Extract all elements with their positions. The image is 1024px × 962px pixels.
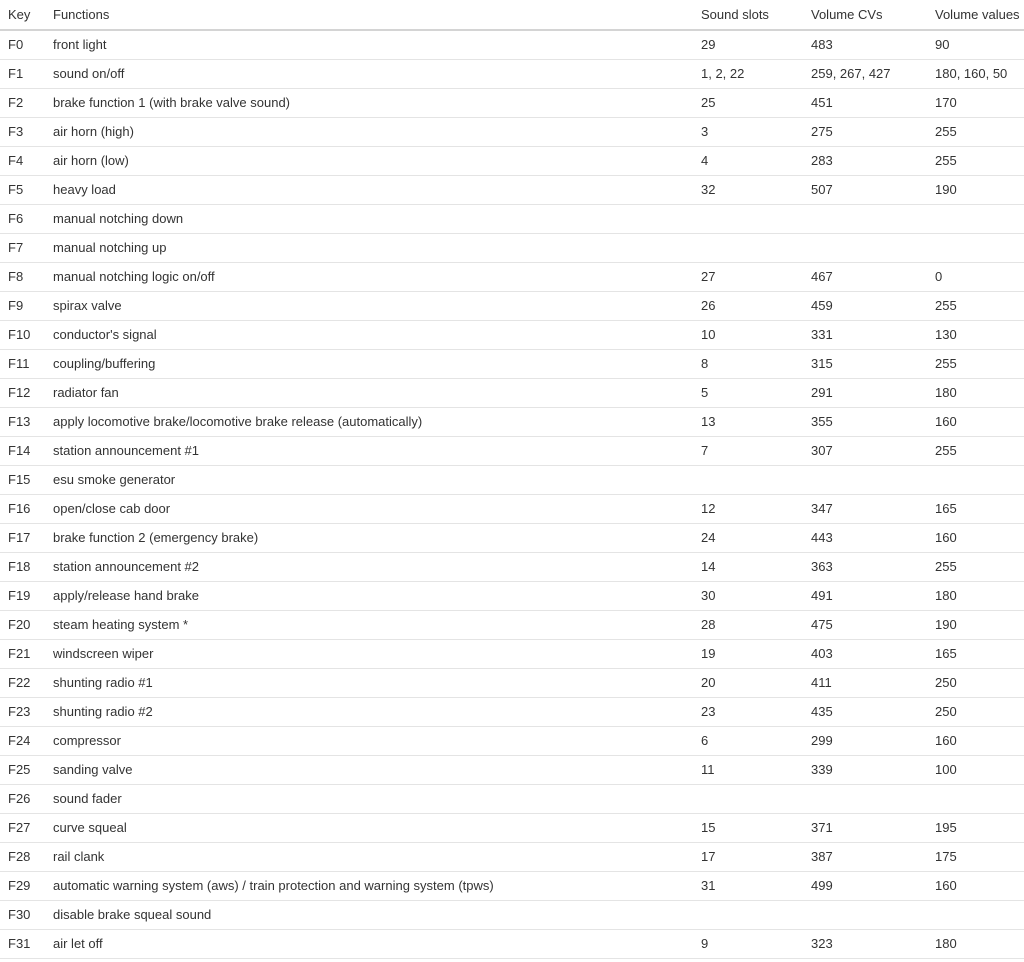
cell-function: curve squeal xyxy=(53,813,701,842)
cell-function: sound fader xyxy=(53,784,701,813)
cell-key: F24 xyxy=(0,726,53,755)
header-volume-cvs: Volume CVs xyxy=(811,0,935,30)
cell-sound-slots: 8 xyxy=(701,349,811,378)
cell-key: F3 xyxy=(0,117,53,146)
cell-volume-cvs: 347 xyxy=(811,494,935,523)
cell-sound-slots: 3 xyxy=(701,117,811,146)
table-row xyxy=(0,233,1024,262)
cell-volume-values: 255 xyxy=(935,117,1024,146)
cell-volume-values: 180, 160, 50 xyxy=(935,59,1024,88)
cell-function: rail clank xyxy=(53,842,701,871)
table-row xyxy=(0,552,1024,581)
cell-function: disable brake squeal sound xyxy=(53,900,701,929)
cell-volume-cvs: 467 xyxy=(811,262,935,291)
cell-sound-slots: 23 xyxy=(701,697,811,726)
cell-function: manual notching up xyxy=(53,233,701,262)
cell-key: F12 xyxy=(0,378,53,407)
table-row xyxy=(0,407,1024,436)
cell-key: F10 xyxy=(0,320,53,349)
cell-volume-cvs: 363 xyxy=(811,552,935,581)
cell-function: manual notching logic on/off xyxy=(53,262,701,291)
cell-volume-cvs: 451 xyxy=(811,88,935,117)
cell-function: compressor xyxy=(53,726,701,755)
cell-volume-values: 190 xyxy=(935,175,1024,204)
table-row xyxy=(0,639,1024,668)
table-header xyxy=(0,0,1024,30)
cell-key: F14 xyxy=(0,436,53,465)
cell-volume-cvs: 387 xyxy=(811,842,935,871)
cell-sound-slots: 32 xyxy=(701,175,811,204)
table-row xyxy=(0,842,1024,871)
header-volume-values: Volume values xyxy=(935,0,1024,30)
cell-volume-values xyxy=(935,465,1024,494)
cell-sound-slots: 17 xyxy=(701,842,811,871)
table-row xyxy=(0,175,1024,204)
cell-key: F22 xyxy=(0,668,53,697)
table-row xyxy=(0,755,1024,784)
cell-volume-values: 160 xyxy=(935,407,1024,436)
cell-volume-values: 195 xyxy=(935,813,1024,842)
cell-sound-slots: 7 xyxy=(701,436,811,465)
cell-key: F21 xyxy=(0,639,53,668)
cell-volume-values: 255 xyxy=(935,146,1024,175)
cell-sound-slots: 26 xyxy=(701,291,811,320)
cell-volume-values: 255 xyxy=(935,552,1024,581)
cell-volume-values xyxy=(935,784,1024,813)
cell-volume-values xyxy=(935,233,1024,262)
table-row xyxy=(0,813,1024,842)
cell-key: F30 xyxy=(0,900,53,929)
cell-key: F4 xyxy=(0,146,53,175)
cell-sound-slots xyxy=(701,900,811,929)
cell-key: F1 xyxy=(0,59,53,88)
header-sound-slots: Sound slots xyxy=(701,0,811,30)
cell-volume-cvs: 283 xyxy=(811,146,935,175)
cell-sound-slots xyxy=(701,233,811,262)
table-body xyxy=(0,30,1024,958)
table-row xyxy=(0,929,1024,958)
cell-sound-slots: 4 xyxy=(701,146,811,175)
cell-volume-values: 160 xyxy=(935,523,1024,552)
cell-function: conductor's signal xyxy=(53,320,701,349)
cell-sound-slots: 13 xyxy=(701,407,811,436)
cell-key: F5 xyxy=(0,175,53,204)
table-row xyxy=(0,784,1024,813)
cell-volume-values: 175 xyxy=(935,842,1024,871)
cell-volume-cvs: 371 xyxy=(811,813,935,842)
cell-sound-slots xyxy=(701,465,811,494)
table-row xyxy=(0,610,1024,639)
cell-sound-slots: 9 xyxy=(701,929,811,958)
cell-volume-values: 160 xyxy=(935,871,1024,900)
cell-function: air horn (high) xyxy=(53,117,701,146)
cell-key: F26 xyxy=(0,784,53,813)
cell-function: front light xyxy=(53,30,701,59)
cell-function: heavy load xyxy=(53,175,701,204)
cell-volume-cvs xyxy=(811,900,935,929)
table-row xyxy=(0,900,1024,929)
table-row xyxy=(0,59,1024,88)
cell-function: sound on/off xyxy=(53,59,701,88)
header-key: Key xyxy=(0,0,53,30)
cell-key: F9 xyxy=(0,291,53,320)
cell-key: F6 xyxy=(0,204,53,233)
table-row xyxy=(0,204,1024,233)
cell-function: esu smoke generator xyxy=(53,465,701,494)
table-row xyxy=(0,320,1024,349)
cell-sound-slots: 20 xyxy=(701,668,811,697)
cell-volume-values: 255 xyxy=(935,436,1024,465)
cell-volume-cvs: 491 xyxy=(811,581,935,610)
cell-volume-cvs: 459 xyxy=(811,291,935,320)
table-row xyxy=(0,581,1024,610)
cell-sound-slots: 24 xyxy=(701,523,811,552)
cell-volume-values: 165 xyxy=(935,639,1024,668)
cell-volume-cvs: 507 xyxy=(811,175,935,204)
cell-key: F27 xyxy=(0,813,53,842)
cell-volume-values: 180 xyxy=(935,581,1024,610)
table-row xyxy=(0,726,1024,755)
cell-volume-values: 130 xyxy=(935,320,1024,349)
table-row xyxy=(0,291,1024,320)
cell-volume-values: 250 xyxy=(935,668,1024,697)
cell-sound-slots: 11 xyxy=(701,755,811,784)
cell-sound-slots: 6 xyxy=(701,726,811,755)
table-row xyxy=(0,30,1024,59)
cell-function: automatic warning system (aws) / train protection and warning system (tpws) xyxy=(53,871,701,900)
cell-volume-cvs: 307 xyxy=(811,436,935,465)
cell-sound-slots: 28 xyxy=(701,610,811,639)
cell-key: F17 xyxy=(0,523,53,552)
cell-sound-slots: 15 xyxy=(701,813,811,842)
cell-volume-cvs: 435 xyxy=(811,697,935,726)
cell-function: sanding valve xyxy=(53,755,701,784)
cell-key: F16 xyxy=(0,494,53,523)
cell-volume-values: 100 xyxy=(935,755,1024,784)
cell-sound-slots: 25 xyxy=(701,88,811,117)
cell-function: open/close cab door xyxy=(53,494,701,523)
cell-key: F8 xyxy=(0,262,53,291)
cell-function: radiator fan xyxy=(53,378,701,407)
cell-function: air let off xyxy=(53,929,701,958)
cell-volume-values: 190 xyxy=(935,610,1024,639)
cell-volume-cvs: 315 xyxy=(811,349,935,378)
cell-volume-values: 255 xyxy=(935,349,1024,378)
cell-key: F23 xyxy=(0,697,53,726)
cell-function: manual notching down xyxy=(53,204,701,233)
cell-function: windscreen wiper xyxy=(53,639,701,668)
cell-key: F15 xyxy=(0,465,53,494)
cell-volume-values: 165 xyxy=(935,494,1024,523)
cell-volume-values xyxy=(935,900,1024,929)
cell-volume-cvs: 355 xyxy=(811,407,935,436)
cell-function: air horn (low) xyxy=(53,146,701,175)
cell-volume-cvs: 499 xyxy=(811,871,935,900)
cell-sound-slots: 14 xyxy=(701,552,811,581)
table-row xyxy=(0,465,1024,494)
cell-sound-slots: 19 xyxy=(701,639,811,668)
cell-key: F29 xyxy=(0,871,53,900)
cell-volume-values xyxy=(935,204,1024,233)
cell-function: brake function 1 (with brake valve sound) xyxy=(53,88,701,117)
cell-volume-cvs: 291 xyxy=(811,378,935,407)
cell-volume-values: 180 xyxy=(935,929,1024,958)
cell-key: F25 xyxy=(0,755,53,784)
cell-sound-slots: 12 xyxy=(701,494,811,523)
cell-volume-cvs: 299 xyxy=(811,726,935,755)
cell-function: station announcement #2 xyxy=(53,552,701,581)
cell-sound-slots: 27 xyxy=(701,262,811,291)
cell-volume-values: 250 xyxy=(935,697,1024,726)
cell-volume-cvs xyxy=(811,784,935,813)
cell-volume-values: 170 xyxy=(935,88,1024,117)
header-row xyxy=(0,0,1024,30)
cell-volume-cvs xyxy=(811,233,935,262)
table-row xyxy=(0,871,1024,900)
cell-sound-slots: 30 xyxy=(701,581,811,610)
table-row xyxy=(0,697,1024,726)
table-row xyxy=(0,146,1024,175)
cell-function: coupling/buffering xyxy=(53,349,701,378)
header-functions: Functions xyxy=(53,0,701,30)
cell-sound-slots xyxy=(701,204,811,233)
cell-volume-cvs xyxy=(811,204,935,233)
cell-function: steam heating system * xyxy=(53,610,701,639)
cell-volume-cvs: 275 xyxy=(811,117,935,146)
cell-volume-cvs: 403 xyxy=(811,639,935,668)
cell-key: F20 xyxy=(0,610,53,639)
table-row xyxy=(0,262,1024,291)
cell-volume-values: 180 xyxy=(935,378,1024,407)
cell-sound-slots: 1, 2, 22 xyxy=(701,59,811,88)
cell-key: F2 xyxy=(0,88,53,117)
cell-function: shunting radio #2 xyxy=(53,697,701,726)
cell-function: station announcement #1 xyxy=(53,436,701,465)
cell-volume-values: 160 xyxy=(935,726,1024,755)
cell-sound-slots: 5 xyxy=(701,378,811,407)
table-row xyxy=(0,668,1024,697)
cell-sound-slots: 31 xyxy=(701,871,811,900)
cell-volume-cvs: 443 xyxy=(811,523,935,552)
cell-volume-values: 255 xyxy=(935,291,1024,320)
cell-key: F18 xyxy=(0,552,53,581)
cell-key: F13 xyxy=(0,407,53,436)
cell-key: F28 xyxy=(0,842,53,871)
cell-volume-values: 0 xyxy=(935,262,1024,291)
cell-volume-cvs: 259, 267, 427 xyxy=(811,59,935,88)
table-row xyxy=(0,349,1024,378)
cell-key: F0 xyxy=(0,30,53,59)
table-row xyxy=(0,494,1024,523)
cell-volume-cvs: 475 xyxy=(811,610,935,639)
table-row xyxy=(0,436,1024,465)
table-row xyxy=(0,117,1024,146)
cell-key: F7 xyxy=(0,233,53,262)
cell-function: apply/release hand brake xyxy=(53,581,701,610)
table-row xyxy=(0,523,1024,552)
cell-key: F11 xyxy=(0,349,53,378)
cell-sound-slots xyxy=(701,784,811,813)
cell-volume-cvs: 323 xyxy=(811,929,935,958)
cell-volume-cvs xyxy=(811,465,935,494)
cell-function: shunting radio #1 xyxy=(53,668,701,697)
table-row xyxy=(0,88,1024,117)
cell-volume-cvs: 411 xyxy=(811,668,935,697)
cell-volume-cvs: 331 xyxy=(811,320,935,349)
cell-sound-slots: 10 xyxy=(701,320,811,349)
cell-function: brake function 2 (emergency brake) xyxy=(53,523,701,552)
cell-function: apply locomotive brake/locomotive brake release (automatically) xyxy=(53,407,701,436)
cell-volume-values: 90 xyxy=(935,30,1024,59)
cell-sound-slots: 29 xyxy=(701,30,811,59)
cell-volume-cvs: 339 xyxy=(811,755,935,784)
cell-volume-cvs: 483 xyxy=(811,30,935,59)
cell-key: F31 xyxy=(0,929,53,958)
table-row xyxy=(0,378,1024,407)
cell-function: spirax valve xyxy=(53,291,701,320)
cell-key: F19 xyxy=(0,581,53,610)
